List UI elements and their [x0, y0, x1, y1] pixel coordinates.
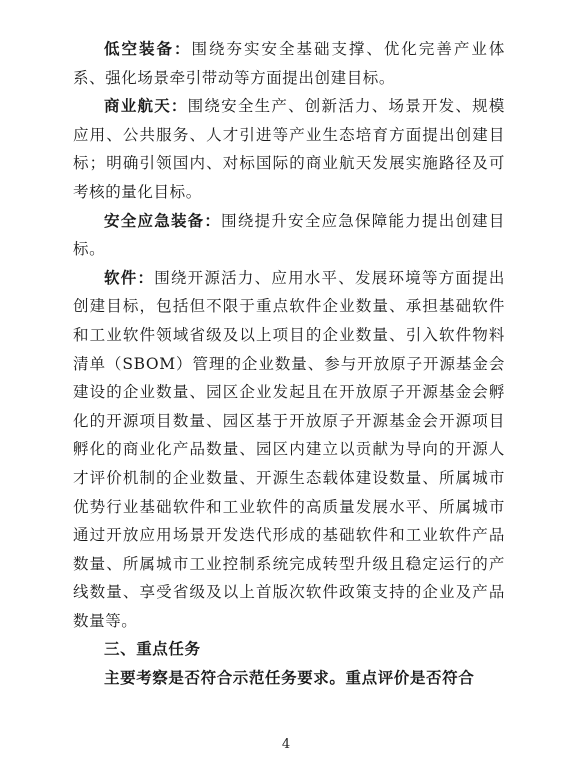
- paragraph-label: 软件：: [104, 267, 155, 287]
- paragraph-label: 安全应急装备：: [104, 210, 222, 230]
- section-lead-text: 主要考察是否符合示范任务要求。重点评价是否符合: [104, 668, 475, 688]
- paragraph-safety-emergency-equipment: [73, 207, 505, 264]
- paragraph-text: 围绕提升安全应急保障能力提出创建目标。: [73, 211, 506, 259]
- paragraph-low-altitude-equipment: [73, 35, 505, 92]
- paragraph-text: 围绕夯实安全基础支撑、优化完善产业体系、强化场景牵引带动等方面提出创建目标。: [73, 40, 505, 87]
- section-heading: 三、重点任务: [104, 639, 201, 659]
- paragraph-text: 围绕开源活力、应用水平、发展环境等方面提出创建目标，包括但不限于重点软件企业数量、承担基础软件和工业软件领域省级及以上项目的企业数量、引入软件物料清单（SBOM）管理的企业数量、参与开放原子开源基金会建设的企业数量、园区企业发起且在开放原子开源基金会孵化的开源项目数量、园区基于开放原子开源基金会开源项目孵化的商业化产品数量、园区内建立以贡献为导向的开源人才评价机制的企业数量、开源生态载体建设数量、所属城市优势行业基础软件和工业软件的高质量发展水平、所属城市通过开放应用场景开发迭代形成的基础软件和工业软件产品数量、所属城市工业控制系统完成转型升级且稳定运行的产线数量、享受省级及以上首版次软件政策支持的企业及产品数量等。: [73, 268, 505, 630]
- page-number: 4: [281, 737, 291, 752]
- paragraph-text: 围绕安全生产、创新活力、场景开发、规模应用、公共服务、人才引进等产业生态培育方面提出创建目标；明确引领国内、对标国际的商业航天发展实施路径及可考核的量化目标。: [73, 97, 505, 201]
- paragraph-commercial-aerospace: [73, 92, 505, 206]
- paragraph-software: [73, 264, 505, 636]
- paragraph-label: 低空装备：: [104, 39, 192, 58]
- paragraph-label: 商业航天：: [104, 96, 188, 116]
- page-body: [73, 35, 505, 693]
